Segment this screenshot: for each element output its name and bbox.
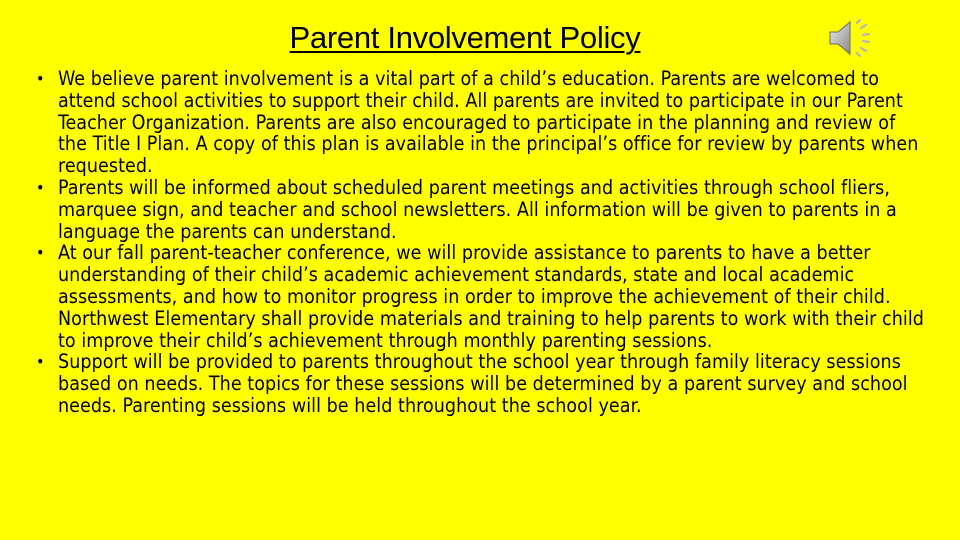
bullet-text: We believe parent involvement is a vital part of a child’s education. Parents are welcomed to attend school activities to support their child. All parents are invited to participate in our Parent Teacher Organization. Parents are also encouraged to participate in the planning and review of the Title I Plan. A copy of this plan is available in the principal’s office for review by parents when requested. (58, 67, 919, 178)
speaker-icon-graphic (826, 17, 878, 59)
bullet-item-2 (36, 177, 926, 242)
bullet-list (36, 68, 926, 417)
bullet-item-4 (36, 351, 926, 416)
slide-title: Parent Involvement Policy (289, 20, 641, 55)
bullet-item-1 (36, 68, 926, 177)
bullet-text: Parents will be informed about scheduled parent meetings and activities through school fliers, marquee sign, and teacher and school newsletters. All information will be given to parents in a language the parents can understand. (58, 175, 897, 243)
bullet-text: Support will be provided to parents throughout the school year through family literacy sessions based on needs. The topics for these sessions will be determined by a parent survey and school needs. Parenting sessions will be held throughout the school year. (58, 350, 908, 417)
bullet-marker: • (36, 177, 45, 197)
bullet-marker: • (36, 69, 45, 88)
bullet-marker: • (36, 352, 45, 372)
bullet-item-3 (36, 242, 926, 351)
bullet-marker: • (36, 243, 45, 263)
bullet-text: At our fall parent-teacher conference, we will provide assistance to parents to have a better understanding of their child’s academic achievement standards, state and local academic assessments, and how to monitor progress in order to improve the achievement of their child. Northwest Elementary shall provide materials and training to help parents to work with their child to improve their child’s achievement through monthly parenting sessions. (58, 241, 924, 352)
speaker-icon[interactable] (826, 17, 878, 59)
